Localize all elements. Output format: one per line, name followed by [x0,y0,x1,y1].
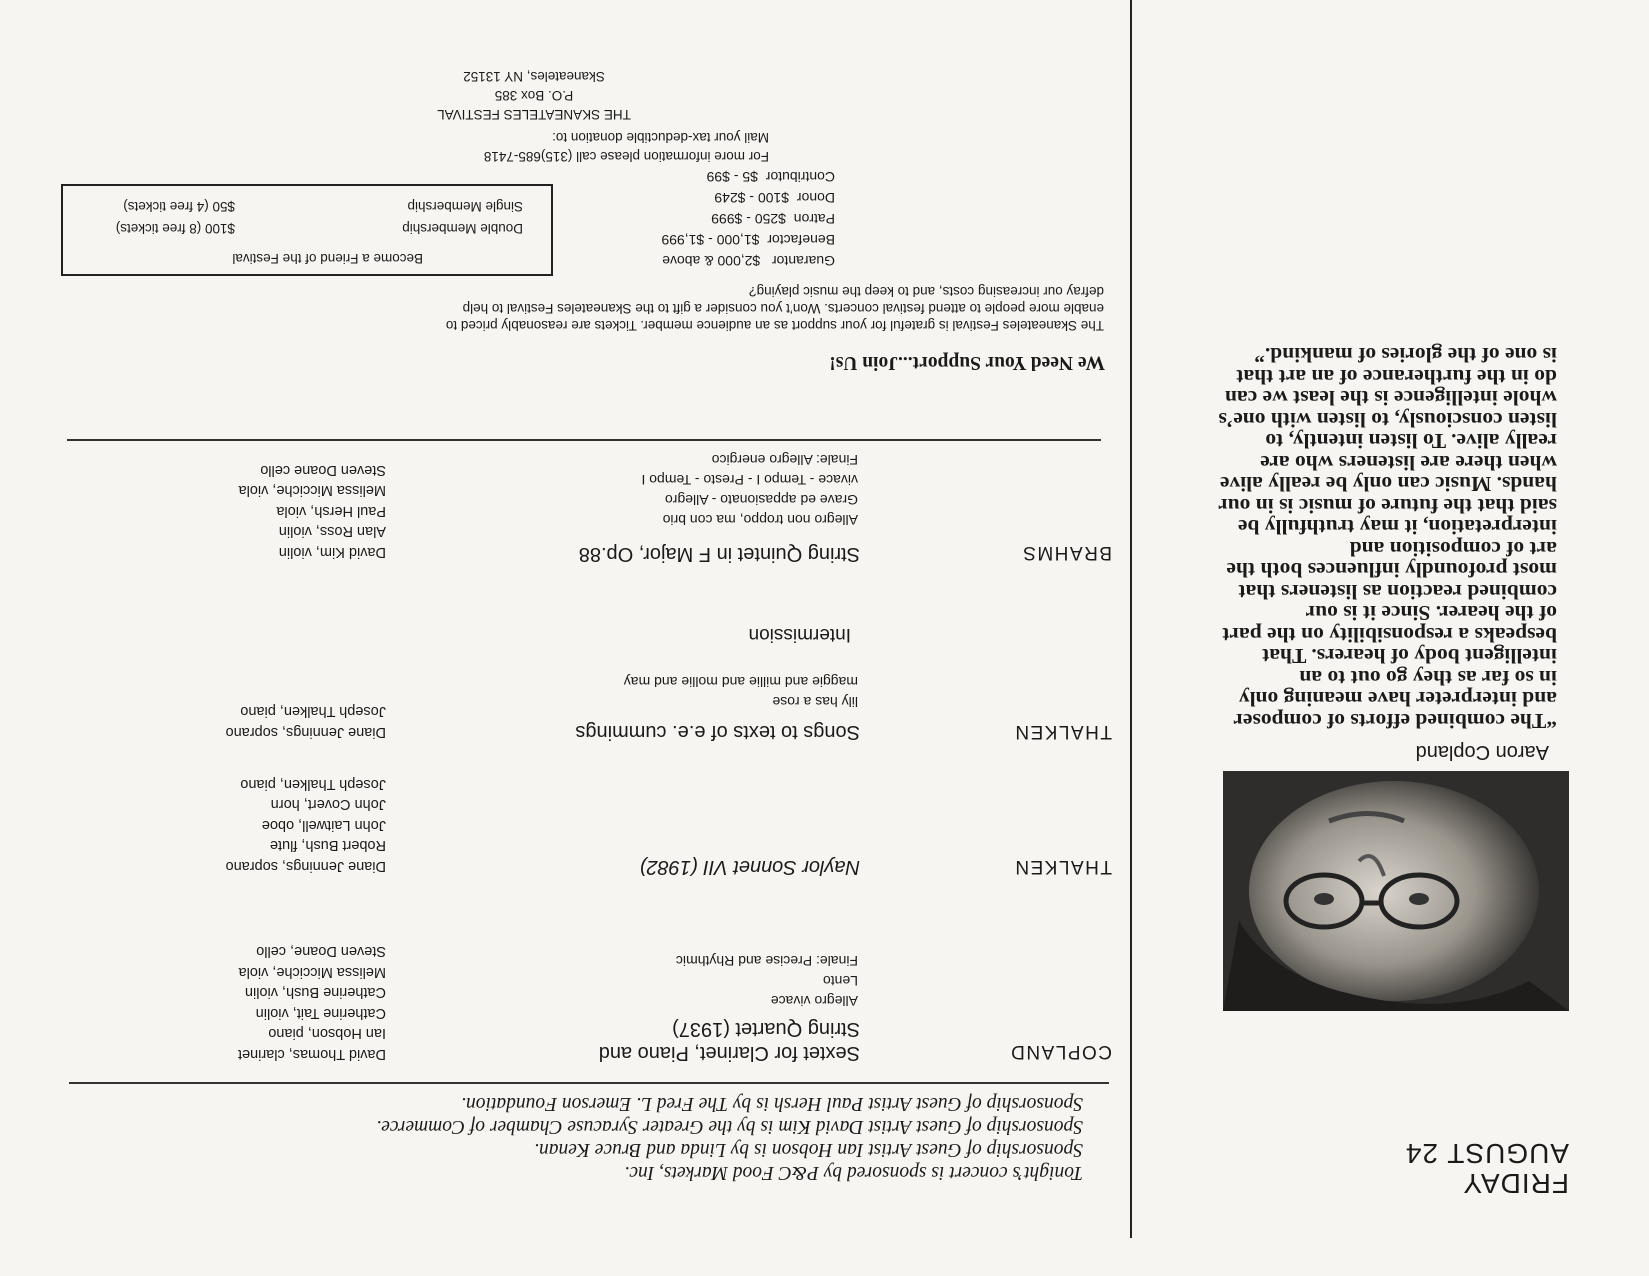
date-block [1405,1138,1569,1198]
work-title: Songs to texts of e.e. cummings [575,721,860,743]
sponsor-line: Sponsorship of Guest Artist Ian Hobson is by Linda and Bruce Kenan. [534,1139,1083,1160]
sponsor-line: Sponsorship of Guest Artist David Kim is by the Greater Syracuse Chamber of Commerce. [376,1116,1083,1137]
mailing-address: THE SKANEATELES FESTIVAL P.O. Box 385 Skaneateles, NY 13152 [437,69,631,122]
giving-level: Patron $250 - $999 [711,211,835,227]
performer-list: Diane Jennings, soprano Robert Bush, flute John Laitwell, oboe John Covert, horn Joseph Thalken, piano [225,775,386,874]
composer-name: BRAHMS [1021,542,1112,563]
sponsor-lines [43,1092,1083,1184]
friend-box-title: Become a Friend of the Festival [232,251,423,266]
performer-list: Diane Jennings, soprano Joseph Thalken, piano [225,703,386,740]
composer-name: THALKEN [1013,721,1112,742]
photo-caption: Aaron Copland [1415,741,1549,763]
work-title: String Quintet in F Major, Op.88 [578,543,860,565]
giving-level: Benefactor $1,000 - $1,999 [661,232,835,248]
weekday: FRIDAY [1462,1168,1569,1199]
movement-list: Allegro non troppo, ma con brio Grave ed appasionato - Allegro vivace - Tempo I - Presto - Tempo I Finale: Allegro energico [641,452,858,528]
column-divider [1130,0,1132,1238]
performer-list: David Kim, violin Alan Ross, violin Paul Hersh, viola Melissa Micciche, viola Steven Doane cello [238,461,386,560]
divider-rule [69,1082,1109,1084]
movement-list: lily has a rose maggie and millie and mollie and may [623,674,858,710]
month-day: AUGUST 24 [1404,1138,1569,1169]
copland-quote: “The combined efforts of composer and interpreter have meaning only in so far as they go out to an intelligent body of hearers. That bespeaks a responsibility on the part of the hearer. Since it is our combined reaction as listeners that most profoundly influences both the art of composition and interpretation, it may truthfully be said that the future of music is in our hands. Music can only be really alive when there are listeners who are really alive. To listen intently, to listen consciously, to listen with one’s whole intelligence is the least we can do in the furtherance of an art that is one of the glories of mankind.” [1218,343,1557,733]
work-title: Naylor Sonnet VII (1982) [639,856,860,878]
portrait-photo [1223,771,1569,1011]
sponsor-line: Tonight’s concert is sponsored by P&C Food Markets, Inc. [624,1162,1083,1183]
divider-rule [67,439,1101,441]
support-heading: We Need Your Support...Join Us! [829,352,1105,373]
contact-info: For more information please call (315)685-7418 Mail your tax-deductible donation to: [483,130,769,164]
work-title: Sextet for Clarinet, Piano and String Quartet (1937) [598,1018,860,1064]
composer-name: COPLAND [1009,1041,1112,1062]
portrait-image [1223,771,1569,1011]
composer-name: THALKEN [1013,856,1112,877]
giving-level: Contributor $5 - $99 [706,169,835,185]
intermission-label: Intermission [748,624,851,645]
friend-membership-box: Become a Friend of the Festival Double Membership $100 (8 free tickets) Single Membership $50 (4 free tickets) [61,184,553,276]
movement-list: Allegro vivace Lento Finale: Precise and Rhythmic [675,953,858,1009]
giving-level: Guarantor $2,000 & above [662,253,835,269]
giving-levels [661,166,835,271]
giving-level: Donor $100 - $249 [714,190,835,206]
support-paragraph: The Skaneateles Festival is grateful for your support as an audience member. Tickets are reasonably priced to enable more people to attend festival concerts. Won’t you consider a gift to the Skaneateles Festival to help defray our increasing costs, and to keep the music playing? [445,284,1104,333]
sponsor-line: Sponsorship of Guest Artist Paul Hersh is by The Fred L. Emerson Foundation. [461,1093,1083,1114]
performer-list: David Thomas, clarinet Ian Hobson, piano Catherine Tait, violin Catherine Bush, violin Melissa Micciche, viola Steven Doane, cello [237,943,386,1062]
